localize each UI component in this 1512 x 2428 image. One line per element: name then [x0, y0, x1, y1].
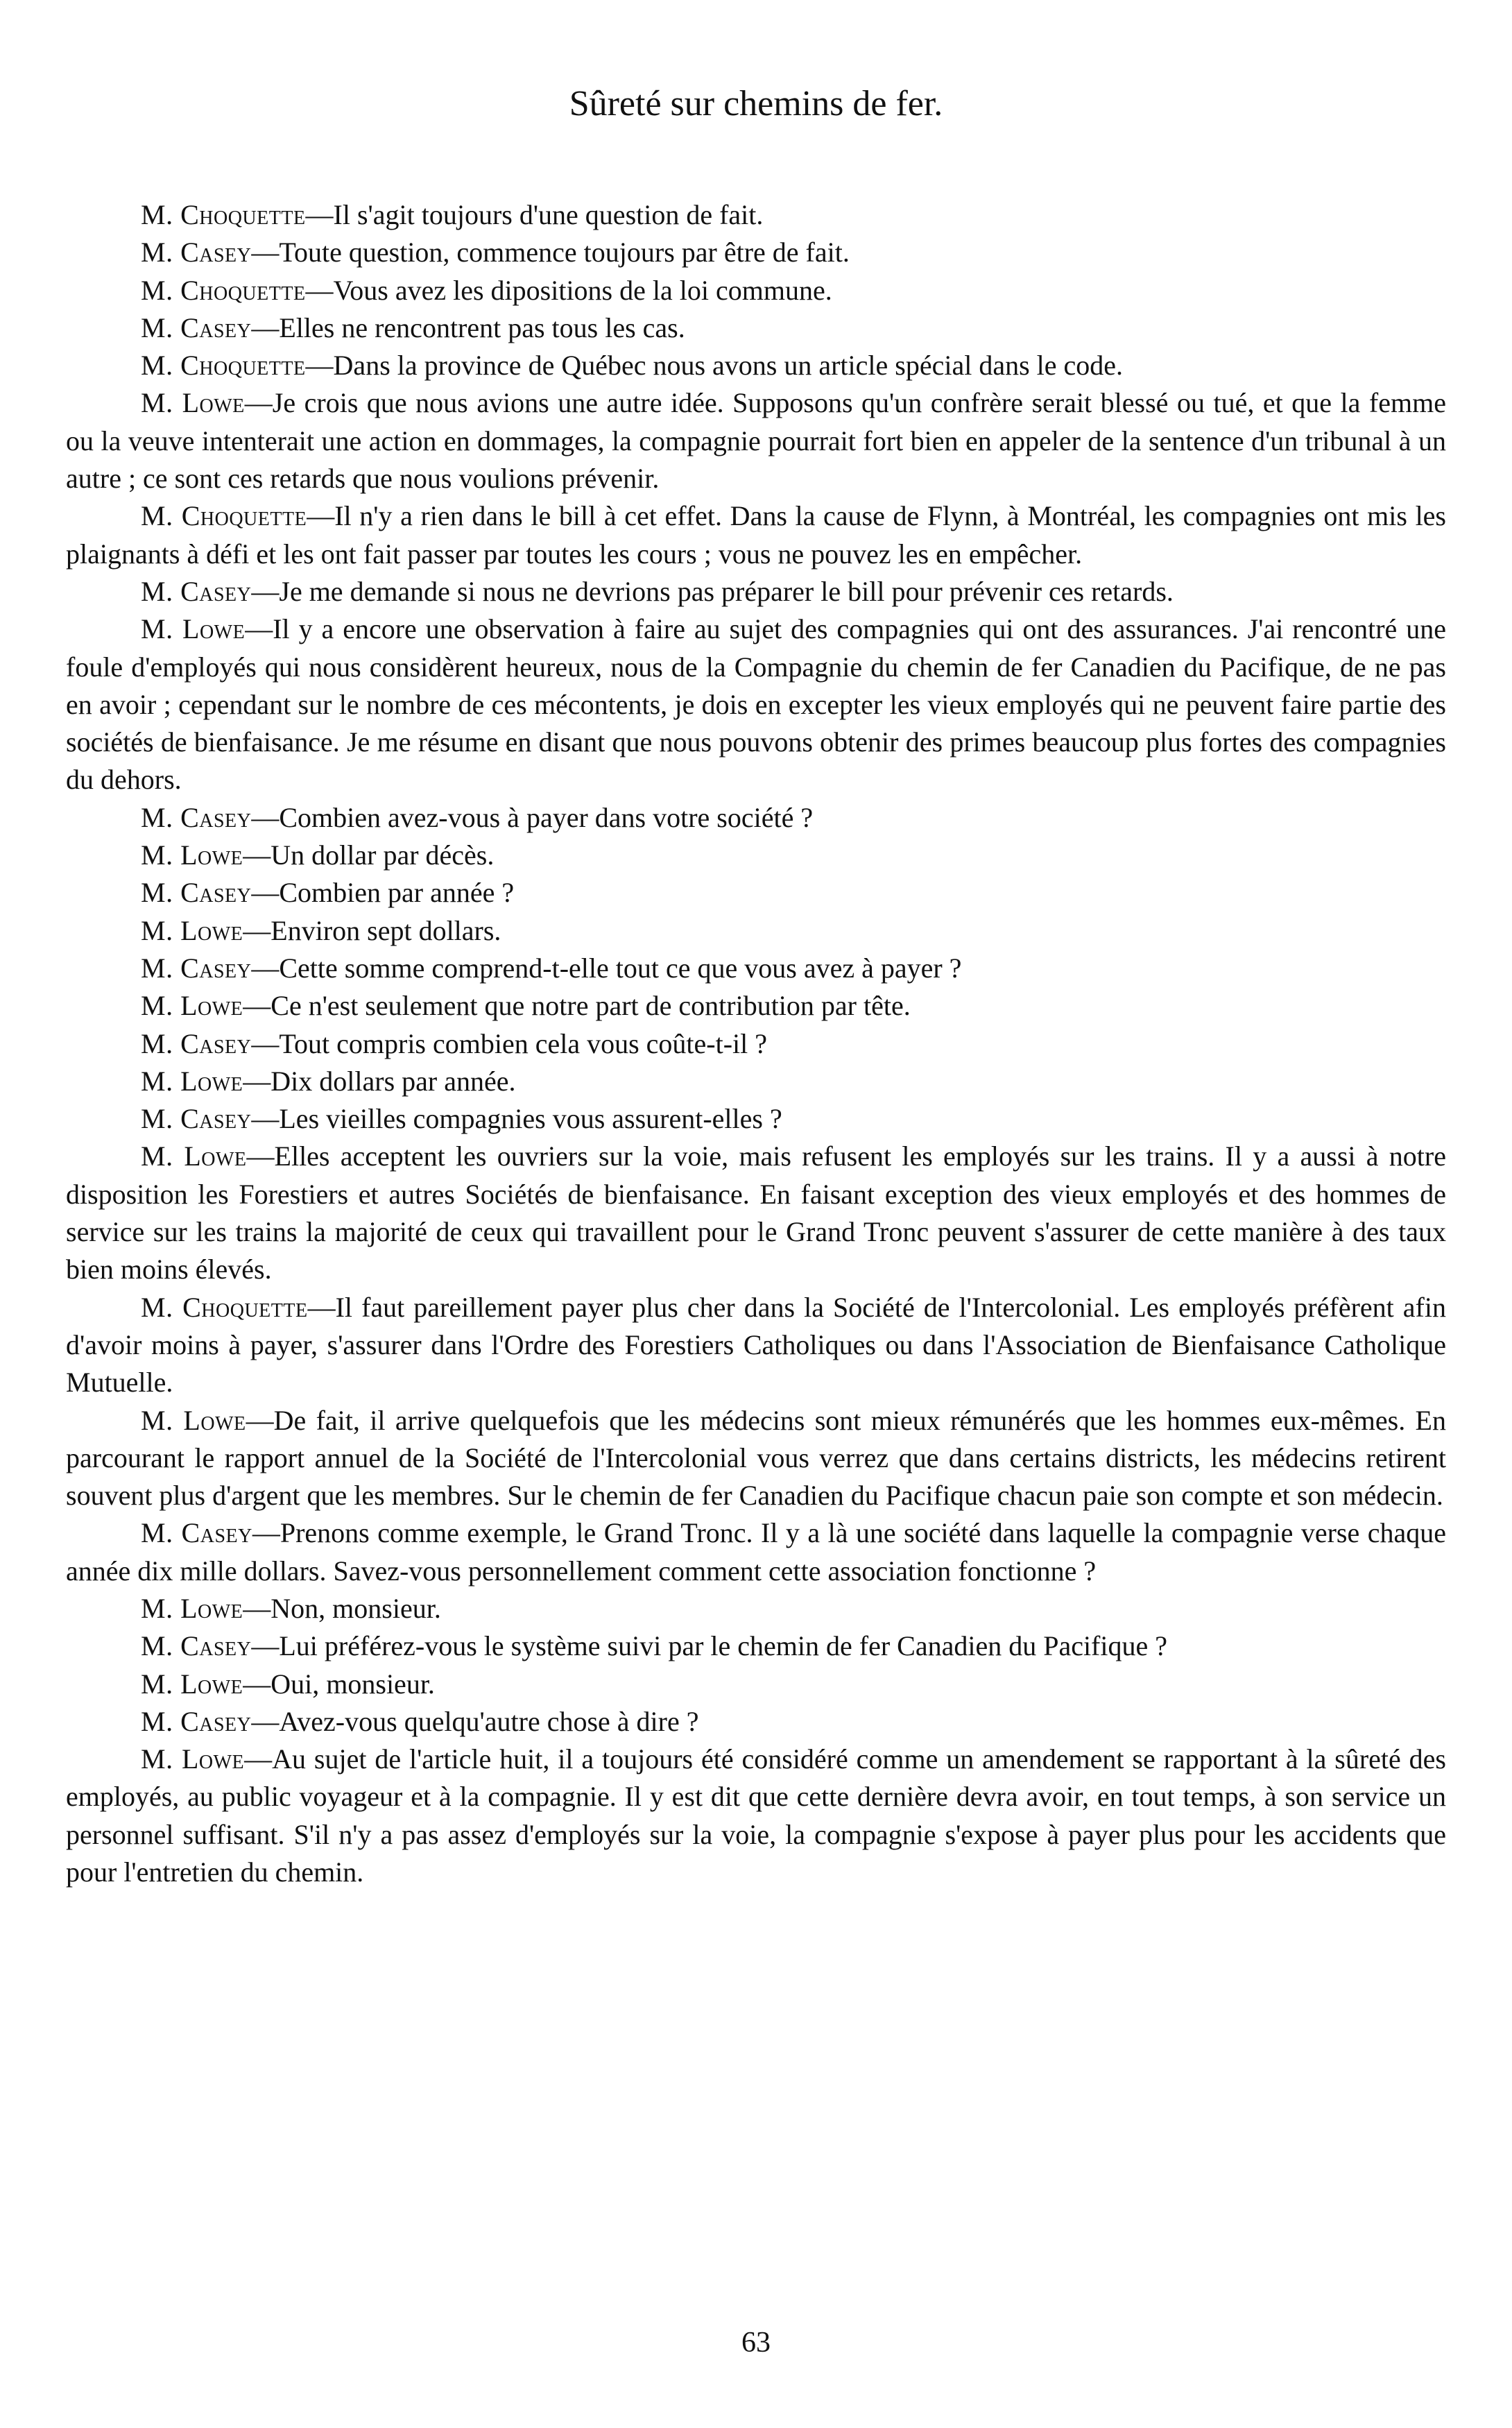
dialogue-paragraph — [66, 1741, 1446, 1891]
speech-text: —Au sujet de l'article huit, il a toujours été considéré comme un amendement se rapportant à la sûreté des employés, au public voyageur et à la compagnie. Il y est dit que cette dernière devra avoir, en tout temps, à son service un personnel suffisant. S'il n'y a pas assez d'employés sur la voie, la compagnie s'expose à payer plus pour les accidents que pour l'entretien du chemin. — [66, 1743, 1446, 1888]
speech-text: —Je me demande si nous ne devrions pas préparer le bill pour prévenir ces retards. — [251, 575, 1174, 607]
speaker-name: M. Lowe — [141, 1743, 245, 1775]
dialogue-paragraph — [66, 799, 1446, 837]
speech-text: —Environ sept dollars. — [243, 914, 501, 946]
speaker-name: M. Lowe — [141, 839, 243, 871]
speech-text: —Lui préférez-vous le système suivi par le chemin de fer Canadien du Pacifique ? — [251, 1630, 1167, 1662]
speaker-name: M. Lowe — [141, 1065, 243, 1097]
speaker-name: M. Casey — [141, 1517, 252, 1549]
dialogue-paragraph — [66, 837, 1446, 874]
speaker-name: M. Choquette — [141, 350, 306, 382]
speaker-name: M. Choquette — [141, 199, 306, 230]
speaker-name: M. Choquette — [141, 500, 307, 532]
dialogue-paragraph — [66, 912, 1446, 950]
document-page — [66, 0, 1446, 2428]
dialogue-paragraph — [66, 347, 1446, 384]
speaker-name: M. Casey — [141, 877, 252, 909]
speech-text: —Prenons comme exemple, le Grand Tronc. Il y a là une société dans laquelle la compagnie verse chaque année dix mille dollars. Savez-vous personnellement comment cette association fonctionne ? — [66, 1517, 1446, 1587]
dialogue-paragraph — [66, 497, 1446, 573]
speech-text: —Dix dollars par année. — [243, 1065, 516, 1097]
page-title: Sûreté sur chemins de fer. — [569, 84, 943, 123]
speech-text: —Non, monsieur. — [243, 1592, 441, 1624]
speech-text: —Je crois que nous avions une autre idée. Supposons qu'un confrère serait blessé ou tué, et que la femme ou la veuve intenterait une action en dommages, la compagnie pourrait fort bien en appeler de la sentence d'un tribunal à un autre ; ce sont ces retards que nous voulions prévenir. — [66, 387, 1446, 495]
speech-text: —Il y a encore une observation à faire au sujet des compagnies qui ont des assurances. J'ai rencontré une foule d'employés qui nous considèrent heureux, nous de la Compagnie du chemin de fer Canadien du Pacifique, de ne pas en avoir ; cependant sur le nombre de ces mécontents, je dois en excepter les vieux employés qui ne peuvent faire partie des sociétés de bienfaisance. Je me résume en disant que nous pouvons obtenir des primes beaucoup plus fortes des compagnies du dehors. — [66, 613, 1446, 796]
speech-text: —Elles acceptent les ouvriers sur la voie, mais refusent les employés sur les trains. Il y a aussi à notre disposition les Forestiers et autres Sociétés de bienfaisance. En faisant exception des vieux employés et des hommes de service sur les trains la majorité de ceux qui travaillent pour le Grand Tronc peuvent s'assurer de cette manière à des taux bien moins élevés. — [66, 1140, 1446, 1285]
speech-text: —Combien par année ? — [251, 877, 515, 909]
document-body — [66, 196, 1446, 1891]
dialogue-paragraph — [66, 272, 1446, 309]
dialogue-paragraph — [66, 610, 1446, 798]
speaker-name: M. Casey — [141, 801, 252, 833]
speech-text: —Combien avez-vous à payer dans votre société ? — [251, 801, 814, 833]
speech-text: —Les vieilles compagnies vous assurent-elles ? — [251, 1103, 782, 1135]
dialogue-paragraph — [66, 309, 1446, 347]
dialogue-paragraph — [66, 384, 1446, 497]
speech-text: —Avez-vous quelqu'autre chose à dire ? — [251, 1705, 699, 1737]
speaker-name: M. Lowe — [141, 914, 243, 946]
dialogue-paragraph — [66, 874, 1446, 912]
speech-text: —Il n'y a rien dans le bill à cet effet. Dans la cause de Flynn, à Montréal, les compagnies ont mis les plaignants à défi et les ont fait passer par toutes les cours ; vous ne pouvez les en empêcher. — [66, 500, 1447, 570]
speaker-name: M. Lowe — [141, 1404, 246, 1436]
dialogue-paragraph — [66, 234, 1446, 271]
dialogue-paragraph — [66, 1100, 1446, 1138]
speaker-name: M. Lowe — [141, 1668, 243, 1700]
speech-text: —Cette somme comprend-t-elle tout ce que vous avez à payer ? — [251, 952, 962, 984]
dialogue-paragraph — [66, 1627, 1446, 1665]
speaker-name: M. Choquette — [141, 1291, 308, 1323]
dialogue-paragraph — [66, 1590, 1446, 1627]
speech-text: —Il s'agit toujours d'une question de fait. — [305, 199, 764, 230]
speech-text: —Oui, monsieur. — [243, 1668, 435, 1700]
speaker-name: M. Casey — [141, 237, 252, 268]
speaker-name: M. Casey — [141, 575, 252, 607]
speaker-name: M. Lowe — [141, 990, 243, 1022]
dialogue-paragraph — [66, 1703, 1446, 1741]
speaker-name: M. Casey — [141, 311, 252, 343]
dialogue-paragraph — [66, 1666, 1446, 1703]
speaker-name: M. Casey — [141, 1103, 252, 1135]
dialogue-paragraph — [66, 987, 1446, 1025]
speech-text: —Tout compris combien cela vous coûte-t-il ? — [251, 1027, 768, 1059]
speaker-name: M. Lowe — [141, 1592, 243, 1624]
speaker-name: M. Lowe — [141, 387, 245, 419]
dialogue-paragraph — [66, 1289, 1446, 1402]
speech-text: —Toute question, commence toujours par être de fait. — [251, 237, 850, 268]
dialogue-paragraph — [66, 950, 1446, 987]
speech-text: —Vous avez les dipositions de la loi commune. — [305, 274, 832, 306]
dialogue-paragraph — [66, 1025, 1446, 1063]
speech-text: —Dans la province de Québec nous avons un article spécial dans le code. — [305, 350, 1124, 382]
speech-text: —De fait, il arrive quelquefois que les médecins sont mieux rémunérés que les hommes eux-mêmes. En parcourant le rapport annuel de la Société de l'Intercolonial vous verrez que dans certains districts, les médecins retirent souvent plus d'argent que les membres. Sur le chemin de fer Canadien du Pacifique chacun paie son compte et son médecin. — [66, 1404, 1446, 1512]
page-number: 63 — [741, 2327, 771, 2359]
speaker-name: M. Casey — [141, 1630, 252, 1662]
speaker-name: M. Casey — [141, 1705, 252, 1737]
speech-text: —Ce n'est seulement que notre part de contribution par tête. — [243, 990, 911, 1022]
speech-text: —Il faut pareillement payer plus cher dans la Société de l'Intercolonial. Les employés préfèrent afin d'avoir moins à payer, s'assurer dans l'Ordre des Forestiers Catholiques ou dans l'Association de Bienfaisance Catholique Mutuelle. — [66, 1291, 1446, 1399]
dialogue-paragraph — [66, 1063, 1446, 1100]
dialogue-paragraph — [66, 1402, 1446, 1515]
dialogue-paragraph — [66, 196, 1446, 234]
dialogue-paragraph — [66, 1514, 1446, 1590]
speech-text: —Elles ne rencontrent pas tous les cas. — [251, 311, 685, 343]
speaker-name: M. Choquette — [141, 274, 306, 306]
speaker-name: M. Lowe — [141, 613, 246, 645]
dialogue-paragraph — [66, 1138, 1446, 1288]
dialogue-paragraph — [66, 573, 1446, 610]
speech-text: —Un dollar par décès. — [243, 839, 495, 871]
speaker-name: M. Lowe — [141, 1140, 247, 1172]
speaker-name: M. Casey — [141, 1027, 252, 1059]
speaker-name: M. Casey — [141, 952, 252, 984]
